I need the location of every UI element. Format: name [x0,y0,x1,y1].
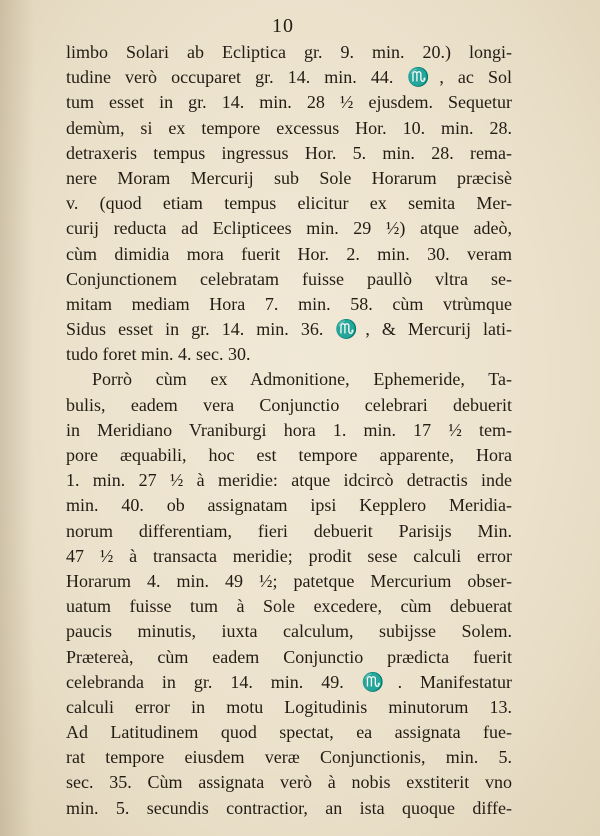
text-line: min. 40. ob assignatam ipsi Kepplero Meridia- [66,495,512,516]
text-line: 47 ½ à transacta meridie; prodit sese calculi error [66,545,512,566]
text-line: min. 5. secundis contractior, an ista quoque diffe- [66,797,512,818]
text-line: norum differentiam, fieri debuerit Parisijs Min. [66,520,512,541]
text-line: 1. min. 27 ½ à meridie: atque idcircò detractis inde [66,470,512,491]
text-line: pore æquabili, hoc est tempore apparente, Hora [66,445,512,465]
text-line: Horarum 4. min. 49 ½; patetque Mercurium obser- [66,570,512,591]
text-line: detraxeris tempus ingressus Hor. 5. min. 28. rema- [66,142,512,163]
text-line: v. (quod etiam tempus elicitur ex semita Mer- [66,193,512,214]
text-line: paucis minutis, iuxta calculum, subijsse Solem. [66,621,512,642]
text-line: tudine verò occuparet gr. 14. min. 44. ♏, ac Sol [66,67,512,88]
text-line: Sidus esset in gr. 14. min. 36. ♏, & Mercurij lati- [66,319,512,340]
text-line: tum esset in gr. 14. min. 28 ½ ejusdem. Sequetur [66,92,512,113]
text-line: in Meridiano Vraniburgi hora 1. min. 17 ½ tem- [66,419,512,440]
text-line: Conjunctionem celebratam fuisse paullò vltra se- [66,268,512,289]
text-line: limbo Solari ab Ecliptica gr. 9. min. 20.) longi- [66,42,512,62]
text-line: Ad Latitudinem quod spectat, ea assignata fue- [66,722,512,743]
text-line: tudo foret min. 4. sec. 30. [66,344,251,365]
page-number: 10 [272,15,294,37]
text-line: Porrò cùm ex Admonitione, Ephemeride, Ta- [92,369,512,390]
text-line: uatum fuisse tum à Sole excedere, cùm debuerat [66,596,512,617]
text-line: bulis, eadem vera Conjunctio celebrari debuerit [66,394,512,415]
text-line: celebranda in gr. 14. min. 49. ♏. Manifestatur [66,671,512,692]
body-text [66,40,512,821]
text-line: Prætereà, cùm eadem Conjunctio prædicta fuerit [66,646,512,667]
text-line: sec. 35. Cùm assignata verò à nobis exstiterit vno [66,772,512,793]
text-line: mitam mediam Hora 7. min. 58. cùm vtrùmque [66,293,512,314]
text-line: nere Moram Mercurij sub Sole Horarum præcisè [66,167,512,188]
text-line: curij reducta ad Eclipticees min. 29 ½) atque adeò, [66,218,512,239]
text-line: rat tempore eiusdem veræ Conjunctionis, min. 5. [66,747,512,768]
text-line: cùm dimidia mora fuerit Hor. 2. min. 30. veram [66,243,512,264]
spine-shadow [0,0,34,836]
text-line: demùm, si ex tempore excessus Hor. 10. min. 28. [66,117,512,138]
text-line: calculi error in motu Logitudinis minutorum 13. [66,696,512,717]
